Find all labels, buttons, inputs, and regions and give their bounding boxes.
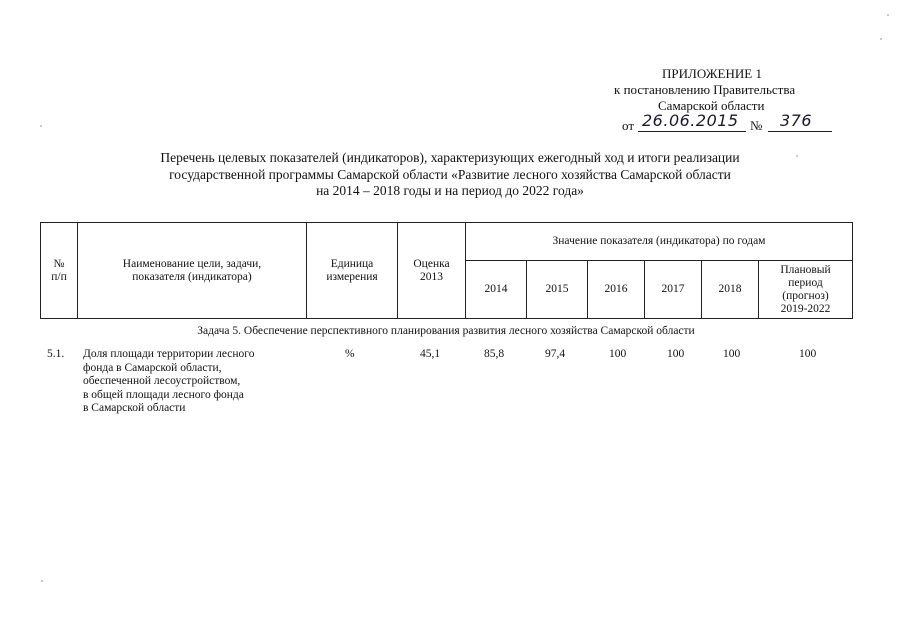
scan-speck	[796, 155, 798, 157]
row-number: 5.1.	[47, 348, 65, 360]
scan-speck	[41, 580, 43, 582]
row-value-2017: 100	[667, 348, 685, 360]
col-header-year: 2018	[702, 261, 759, 319]
appendix-title: ПРИЛОЖЕНИЕ 1	[662, 66, 762, 81]
row-indicator-name	[83, 348, 308, 416]
row-value-2014: 85,8	[484, 348, 505, 360]
row-value-2016: 100	[609, 348, 627, 360]
col-header-name: Наименование цели, задачи, показателя (индикатора)	[78, 223, 307, 319]
col-header-year: 2014	[466, 261, 527, 319]
appendix-number-underline	[768, 131, 832, 132]
appendix-region: Самарской области	[658, 98, 765, 113]
appendix-date-underline	[638, 131, 746, 132]
row-name-line: фонда в Самарской области,	[83, 361, 222, 374]
row-value-plan: 100	[799, 348, 817, 360]
scan-speck	[880, 38, 882, 40]
row-name-line: в Самарской области	[83, 402, 186, 414]
row-estimate-2013: 45,1	[420, 348, 441, 360]
title-line-2: государственной программы Самарской области «Развитие лесного хозяйства Самарской области	[169, 166, 731, 182]
col-header-plan-period: Плановый период (прогноз) 2019-2022	[759, 261, 853, 319]
row-name-line: в общей площади лесного фонда	[83, 388, 244, 401]
row-name-line: обеспеченной лесоустройством,	[83, 375, 241, 387]
appendix-number-handwritten: 376	[780, 111, 813, 130]
col-header-year: 2016	[588, 261, 645, 319]
row-value-2015: 97,4	[545, 348, 566, 360]
document-title	[40, 150, 860, 200]
col-header-num: № п/п	[41, 223, 78, 319]
scan-speck	[887, 14, 889, 16]
row-name-line: Доля площади территории лесного	[83, 348, 255, 360]
scan-speck	[40, 125, 42, 127]
row-unit: %	[345, 348, 355, 360]
appendix-from-label: от	[622, 118, 635, 133]
col-header-estimate: Оценка 2013	[398, 223, 466, 319]
col-header-year: 2015	[527, 261, 588, 319]
task-heading: Задача 5. Обеспечение перспективного планирования развития лесного хозяйства Самарской области	[197, 325, 695, 337]
col-header-year: 2017	[645, 261, 702, 319]
col-header-group-years: Значение показателя (индикатора) по годам	[466, 223, 853, 261]
appendix-number-label: №	[750, 118, 763, 133]
appendix-subtitle: к постановлению Правительства	[614, 82, 796, 97]
title-line-1: Перечень целевых показателей (индикаторов), характеризующих ежегодный ход и итоги реализации	[160, 150, 740, 165]
col-header-unit: Единица измерения	[307, 223, 398, 319]
indicator-table-header	[40, 222, 853, 319]
title-line-3: на 2014 – 2018 годы и на период до 2022 года»	[316, 183, 584, 198]
row-value-2018: 100	[723, 348, 741, 360]
appendix-date-handwritten: 26.06.2015	[642, 111, 739, 130]
